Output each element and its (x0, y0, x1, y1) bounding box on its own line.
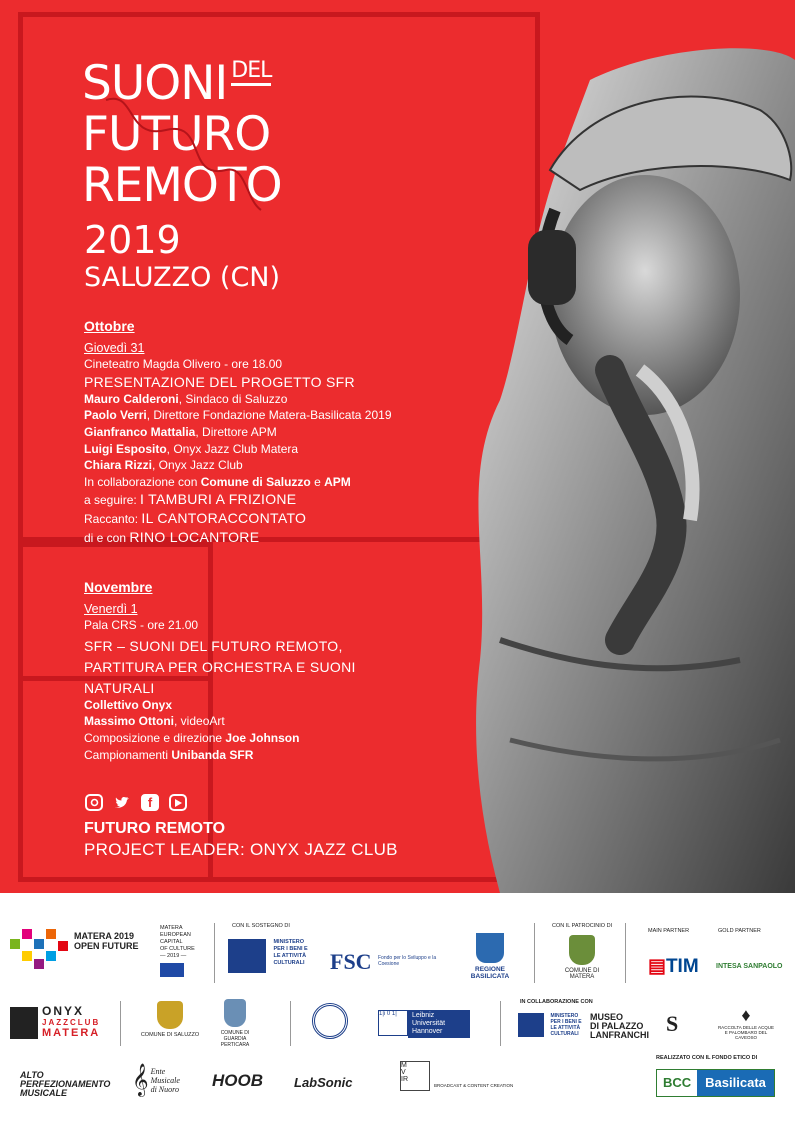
event-november-line2: PARTITURA PER ORCHESTRA E SUONI (84, 658, 356, 675)
ente-musicale-logo: 𝄞 Ente Musicale di Nuoro (132, 1063, 180, 1096)
day-november: Venerdì 1 (84, 601, 138, 616)
statue-image (440, 40, 795, 893)
onyx-logo: ONYX JAZZCLUB MATERA (10, 1006, 100, 1039)
year: 2019 (84, 218, 181, 262)
collaborazione-label: IN COLLABORAZIONE CON (520, 999, 593, 1005)
gold-partner-label: GOLD PARTNER (718, 928, 761, 934)
follow-row: a seguire: I TAMBURI A FRIZIONE (84, 491, 297, 508)
campionamenti-row: Campionamenti Unibanda SFR (84, 747, 254, 762)
leibniz-mark-icon: 1|i 0 1| (378, 1010, 408, 1036)
eu-flag-icon (160, 963, 184, 977)
intesa-logo: INTESA SANPAOLO (716, 963, 783, 970)
social-links (85, 794, 187, 811)
divider (214, 923, 215, 983)
month-october: Ottobre (84, 318, 135, 334)
person-row: Luigi Esposito, Onyx Jazz Club Matera (84, 441, 299, 456)
fondo-etico-label: REALIZZATO CON IL FONDO ETICO DI (656, 1055, 758, 1061)
university-seal-icon (312, 1003, 348, 1039)
matera-logo (10, 923, 70, 973)
divider (120, 1001, 121, 1046)
day-october: Giovedì 31 (84, 340, 145, 355)
leibniz-logo: 1|i 0 1| Leibniz Universität Hannover (378, 1010, 470, 1038)
guardia-crest-icon (224, 999, 246, 1027)
venue-november: Pala CRS - ore 21.00 (84, 618, 199, 633)
matera-crest-icon (569, 935, 595, 965)
twitter-icon[interactable] (113, 794, 131, 811)
title-del: DEL (231, 58, 271, 86)
event-november-line1: SFR – SUONI DEL FUTURO REMOTO, (84, 637, 343, 654)
matera-mosaic-icon (10, 923, 70, 971)
raccolta-logo: ♦ RACCOLTA DELLE ACQUE E PALOMBARO DEL CAVEOSO (717, 1005, 775, 1040)
sostegno-label: CON IL SOSTEGNO DI (232, 923, 290, 929)
matera-open-future: MATERA 2019 OPEN FUTURE (74, 931, 139, 951)
video-row: Massimo Ottoni, videoArt (84, 714, 225, 729)
title-wave-decoration (96, 80, 266, 220)
divider (534, 923, 535, 983)
divider (625, 923, 626, 983)
bcc-label: BCC (657, 1070, 697, 1096)
scuola-logo: ALTO PERFEZIONAMENTO MUSICALE (20, 1070, 111, 1098)
youtube-icon[interactable] (169, 794, 187, 811)
title-line3: REMOTO (82, 158, 282, 213)
venue-october: Cineteatro Magda Olivero - ore 18.00 (84, 357, 283, 372)
collective-row: Collettivo Onyx (84, 697, 173, 712)
bcc-basilicata-logo (656, 1069, 775, 1097)
regione-basilicata-logo: REGIONE BASILICATA (460, 933, 520, 980)
comune-matera-logo: COMUNE DI MATERA (552, 935, 612, 980)
mibac-icon (228, 939, 266, 973)
museo-lanfranchi-logo: MUSEO DI PALAZZO LANFRANCHI (590, 1012, 649, 1040)
by-row: di e con RINO LOCANTORE (84, 528, 260, 545)
mibac-logo: MINISTERO PER I BENI E LE ATTIVITÀ CULTURALI (228, 939, 308, 973)
footer-line1: FUTURO REMOTO (84, 820, 226, 837)
treble-clef-icon: 𝄞 (132, 1063, 149, 1096)
mibac-icon-2 (518, 1013, 544, 1037)
divider (500, 1001, 501, 1046)
comune-saluzzo-logo: COMUNE DI SALUZZO (140, 1001, 200, 1038)
sponsor-logos (0, 893, 795, 1128)
fsc-subtitle: Fondo per lo Sviluppo e la Coesione (378, 955, 437, 967)
city: SALUZZO (CN) (84, 262, 281, 293)
hoob-logo: HOOB (212, 1071, 263, 1090)
event-october: PRESENTAZIONE DEL PROGETTO SFR (84, 373, 355, 390)
facebook-icon[interactable]: f (141, 794, 159, 811)
title-line2: FUTURO (82, 107, 271, 162)
sassi-icon: S (666, 1011, 679, 1036)
person-row: Paolo Verri, Direttore Fondazione Matera-Basilicata 2019 (84, 408, 392, 423)
mibac-logo-2: MINISTERO PER I BENI E LE ATTIVITÀ CULTURALI (518, 1013, 582, 1040)
event-november-line3: NATURALI (84, 679, 155, 696)
month-november: Novembre (84, 579, 153, 595)
european-capital: MATERA EUROPEAN CAPITAL OF CULTURE — 2019 — (160, 925, 200, 977)
saluzzo-crest-icon (157, 1001, 183, 1029)
tim-logo: ▤TIM (648, 956, 699, 977)
tim-icon: ▤ (648, 956, 666, 977)
onyx-sax-icon (10, 1007, 38, 1039)
footer-line2: PROJECT LEADER: ONYX JAZZ CLUB (84, 840, 398, 859)
irvm-logo: M V IR BROADCAST & CONTENT CREATION (400, 1061, 513, 1088)
main-partner-label: MAIN PARTNER (648, 928, 690, 934)
labsonic-logo: LabSonic (294, 1075, 353, 1090)
november-program (84, 579, 444, 763)
comune-guardia-logo: COMUNE DI GUARDIA PERTICARA (210, 999, 260, 1048)
october-program (84, 318, 444, 546)
fsc-logo: FSC (330, 949, 372, 974)
irvm-grid-icon: M V IR (400, 1061, 430, 1091)
basilicata-label: Basilicata (697, 1070, 774, 1096)
composition-row: Composizione e direzione Joe Johnson (84, 730, 300, 745)
instagram-icon[interactable] (85, 794, 103, 811)
patrocinio-label: CON IL PATROCINIO DI (552, 923, 613, 929)
person-row: Chiara Rizzi, Onyx Jazz Club (84, 458, 243, 473)
regione-shield-icon (476, 933, 504, 963)
person-row: Mauro Calderoni, Sindaco di Saluzzo (84, 391, 288, 406)
collab-row: In collaborazione con Comune di Saluzzo e APM (84, 474, 351, 489)
tale-row: Raccanto: IL CANTORACCONTATO (84, 509, 307, 526)
divider (290, 1001, 291, 1046)
title-line1: SUONI (82, 56, 228, 111)
drop-icon: ♦ (741, 1005, 751, 1025)
person-row: Gianfranco Mattalia, Direttore APM (84, 424, 277, 439)
